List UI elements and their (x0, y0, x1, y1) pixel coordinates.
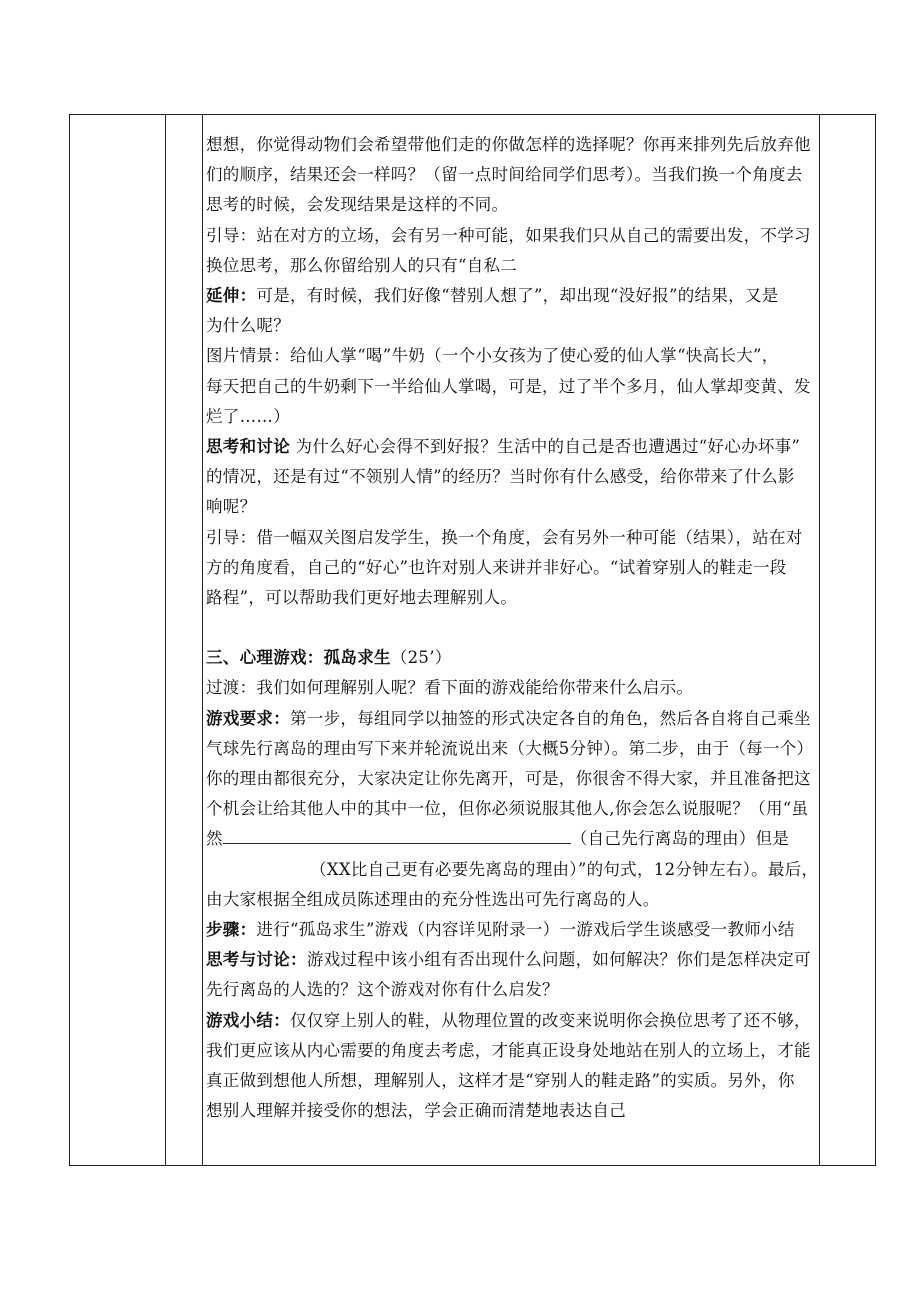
col-border-2 (165, 114, 166, 1166)
bold-label: 延伸： (206, 286, 257, 306)
fill-in-sentence-line: （XX比自己更有必要先离岛的理由）”的句式，12分钟左右）。最后， (310, 859, 819, 879)
section-heading: 三、心理游戏：孤岛求生（25’） (206, 648, 452, 668)
game-requirements-line: 个机会让给其他人中的其中一位，但你必须说服其他人,你会怎么说服呢？（用“虽 (206, 799, 809, 819)
text-line (206, 251, 820, 281)
line-text: 烂了……） (206, 406, 290, 426)
text-line (206, 372, 820, 402)
transition-text: 过渡：我们如何理解别人呢？看下面的游戏能给你带来什么启示。 (206, 678, 694, 698)
line-text: 为什么呢？ (206, 316, 290, 336)
game-summary-line: 真正做到想他人所想，理解别人，这样才是“穿别人的鞋走路”的实质。另外，你 (206, 1071, 795, 1091)
game-summary: 游戏小结：仅仅穿上别人的鞋，从物理位置的改变来说明你会换位思考了还不够， (206, 1010, 811, 1030)
line-text: 可是，有时候，我们好像“替别人想了”，却出现“没好报”的结果，又是 (256, 286, 779, 306)
text-line (206, 462, 820, 492)
line-text: 引导：借一幅双关图启发学生，换一个角度，会有另外一种可能（结果），站在对 (206, 527, 803, 547)
col-border-3 (202, 114, 203, 1166)
line-text: 的情况，还是有过“不领别人情”的经历？当时你有什么感受，给你带来了什么影 (206, 467, 795, 487)
steps-text: 步骤：进行“孤岛求生”游戏（内容详见附录一）一游戏后学生谈感受一教师小结 (206, 920, 795, 940)
discussion-text-line: 先行离岛的人选的？这个游戏对你有什么启发？ (206, 980, 559, 1000)
line-text: 响呢？ (206, 497, 257, 517)
text-line (206, 523, 820, 553)
text-line (206, 281, 820, 311)
line-text: 思考的时候，会发现结果是这样的不同。 (206, 195, 509, 215)
text-line (206, 160, 820, 190)
text-line (206, 221, 820, 251)
fill-in-sentence-line: 由大家根据全组成员陈述理由的充分性选出可先行离岛的人。 (206, 889, 660, 909)
text-line (206, 341, 820, 371)
line-text: 图片情景：给仙人掌“喝”牛奶（一个小女孩为了使心爱的仙人掌“快高长大”， (206, 346, 779, 366)
fill-blank (223, 829, 571, 844)
text-line (206, 583, 820, 613)
game-requirements: 游戏要求：第一步，每组同学以抽签的形式决定各自的角色，然后各自将自己乘坐 (206, 708, 811, 728)
line-text: 为什么好心会得不到好报？生活中的自己是否也遭遇过“好心办坏事” (290, 437, 801, 457)
col-border-1 (69, 114, 70, 1166)
fill-in-sentence: 然 （自己先行离岛的理由）但是 (206, 829, 790, 849)
table-top-border (69, 114, 876, 115)
text-line (206, 311, 820, 341)
game-requirements-line: 气球先行离岛的理由写下来并轮流说出来（大概5分钟）。第二步，由于（每一个） (206, 738, 814, 758)
text-line (206, 432, 820, 462)
col-border-5 (875, 114, 876, 1166)
game-summary-line: 我们更应该从内心需要的角度去考虑，才能真正设身处地站在别人的立场上，才能 (206, 1040, 811, 1060)
line-text: 路程”，可以帮助我们更好地去理解别人。 (206, 588, 518, 608)
line-text: 每天把自己的牛奶剩下一半给仙人掌喝，可是，过了半个多月，仙人掌却变黄、发 (206, 376, 811, 396)
section-gap (206, 613, 820, 643)
game-requirements-line: 你的理由都很充分，大家决定让你先离开，可是，你很舍不得大家，并且准备把这 (206, 769, 811, 789)
text-line (206, 553, 820, 583)
lesson-content-cell (206, 130, 820, 1127)
table-bottom-border (69, 1165, 876, 1166)
line-text: 想想，你觉得动物们会希望带他们走的你做怎样的选择呢？你再来排列先后放弃他 (206, 135, 811, 154)
paragraph-block (206, 130, 820, 613)
line-text: 换位思考，那么你留给别人的只有“自私二 (206, 255, 518, 275)
line-text: 们的顺序，结果还会一样吗？（留一点时间给同学们思考）。当我们换一个角度去 (206, 165, 803, 185)
line-text: 引导：站在对方的立场，会有另一种可能，如果我们只从自己的需要出发，不学习 (206, 225, 811, 245)
line-text: 方的角度看，自己的“好心”也许对别人来讲并非好心。“试着穿别人的鞋走一段 (206, 557, 787, 577)
text-line (206, 130, 820, 160)
text-line (206, 402, 820, 432)
bold-label: 思考和讨论 (206, 437, 290, 457)
text-line (206, 492, 820, 522)
discussion-text: 思考与讨论：游戏过程中该小组有否出现什么问题，如何解决？你们是怎样决定可 (206, 950, 811, 970)
game-summary-line: 想别人理解并接受你的想法，学会正确而清楚地表达自己 (206, 1101, 626, 1121)
text-line (206, 190, 820, 220)
